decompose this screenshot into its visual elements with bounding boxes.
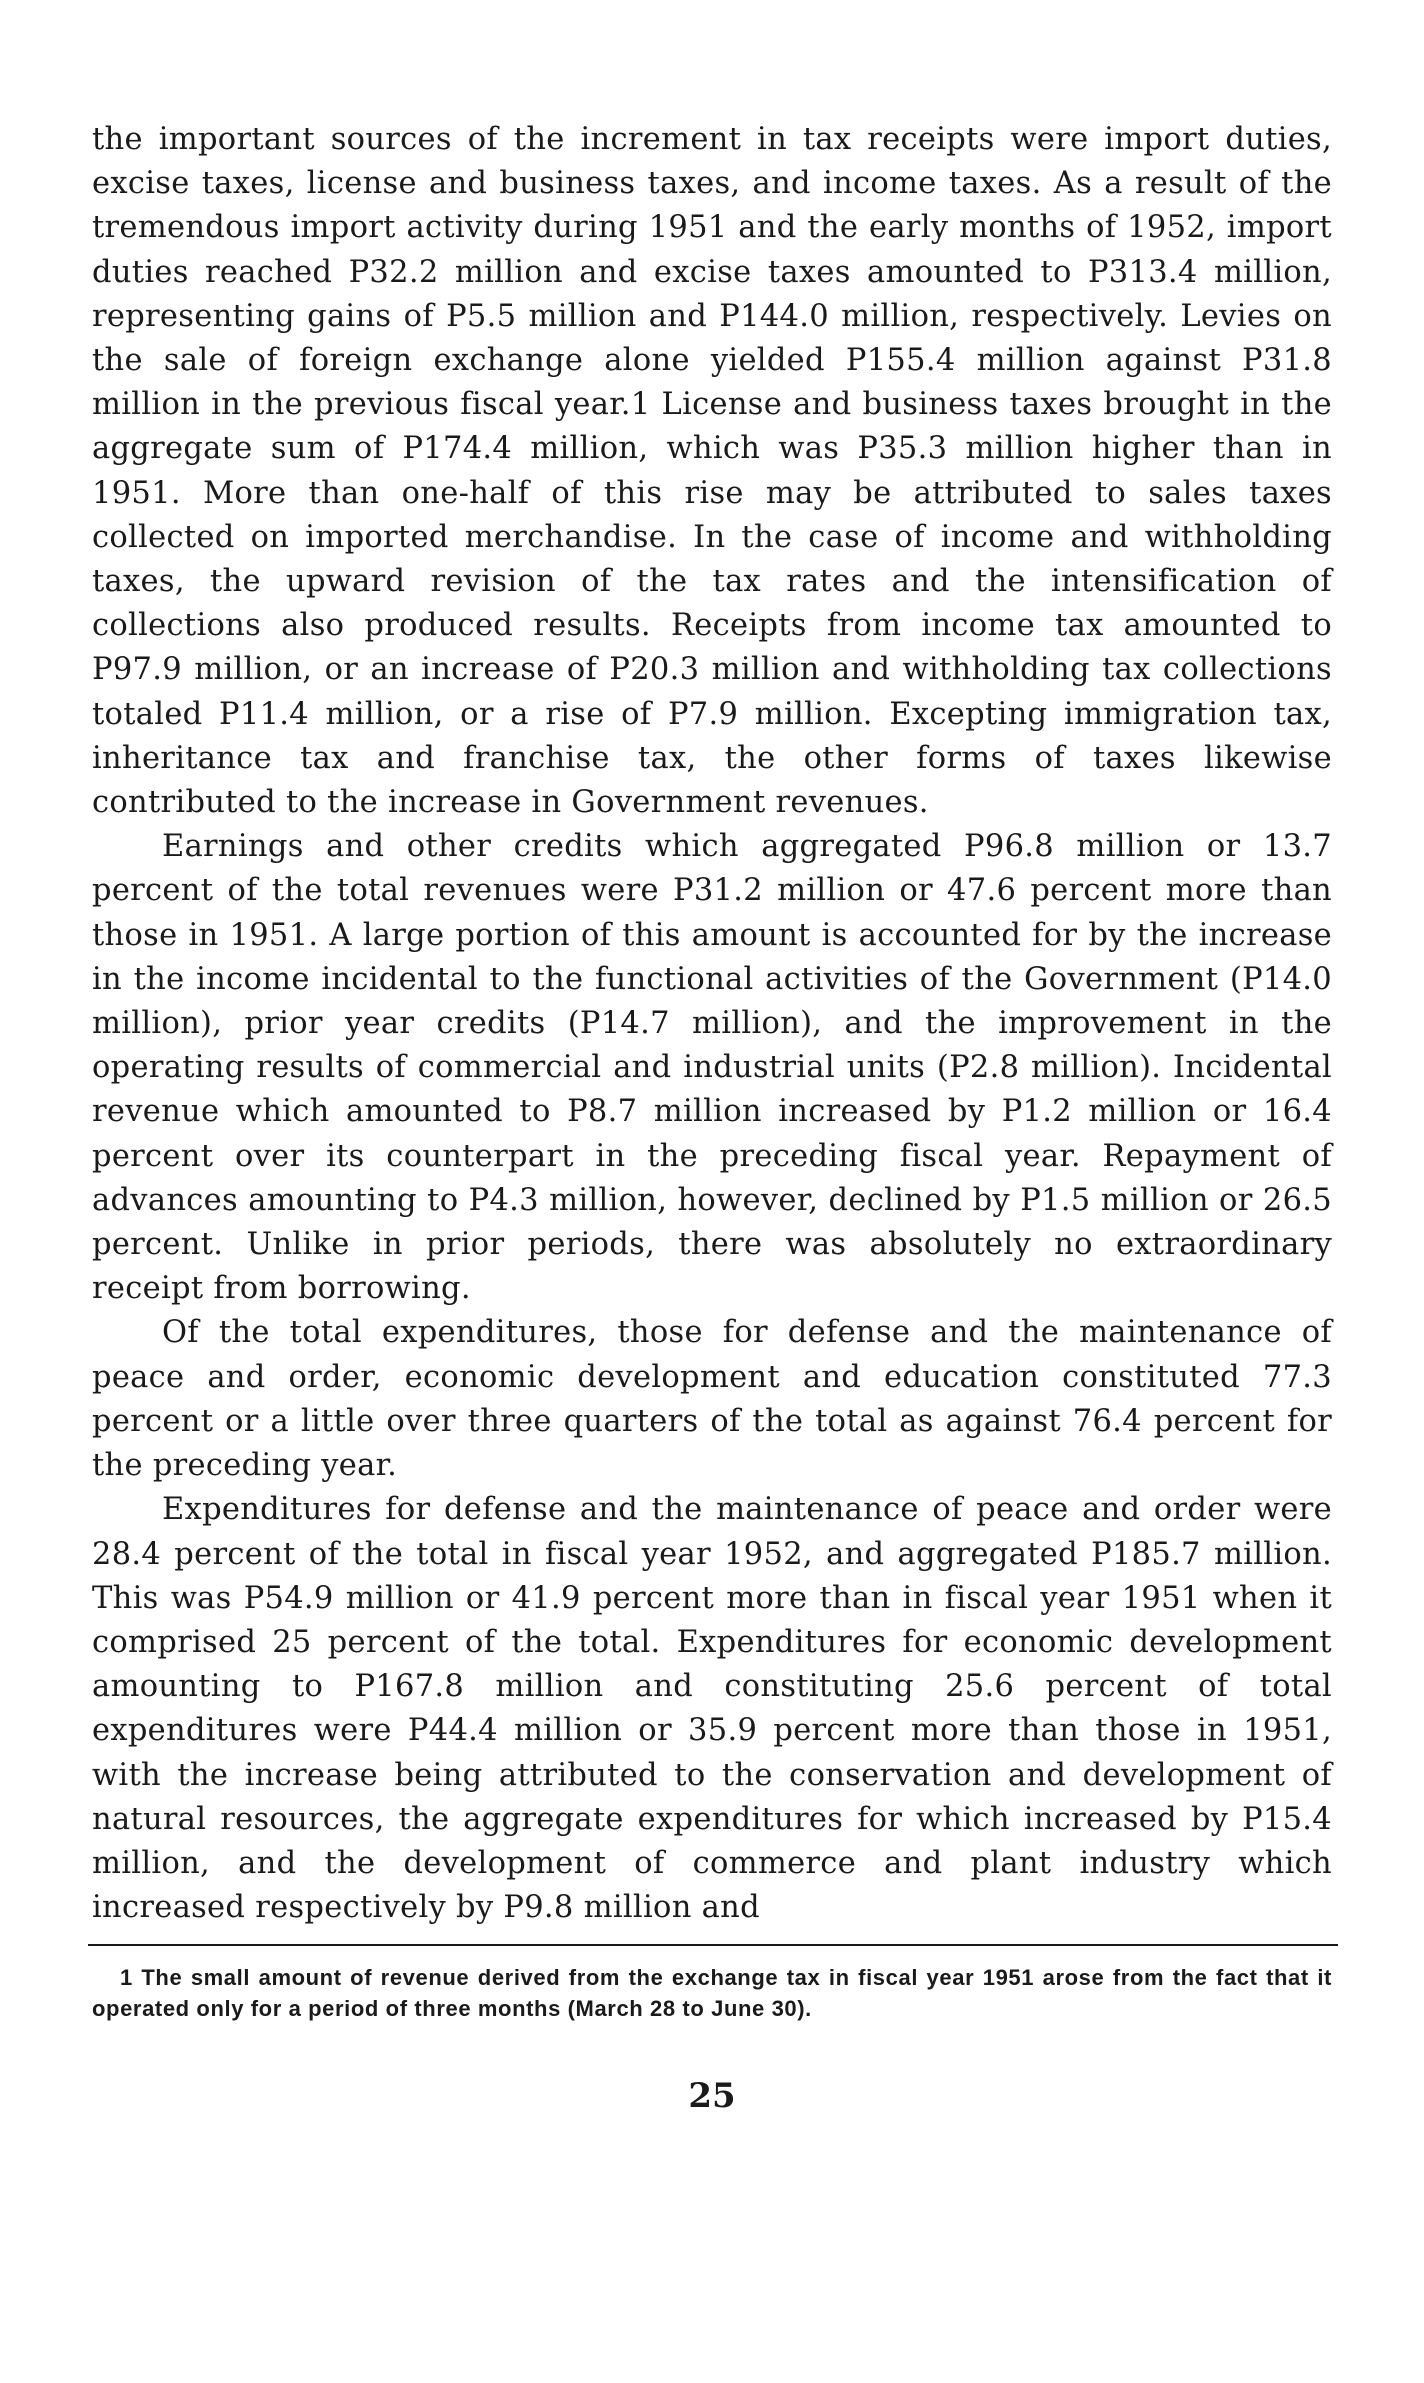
body-paragraph-4: Expenditures for defense and the maintenance of peace and order were 28.4 percent of the total in fiscal year 1952, and aggregated P185.7 million. This was P54.9 million or 41.9 percent more than in fiscal year 1951 when it comprised 25 percent of the total. Expenditures for economic development amounting to P167.8 million and constituting 25.6 percent of total expenditures were P44.4 million or 35.9 percent more than those in 1951, with the increase being attributed to the conservation and development of natural resources, the aggregate expenditures for which increased by P15.4 million, and the development of commerce and plant industry which increased respectively by P9.8 million and xyxy=(92,1492,1332,1926)
page-number: 25 xyxy=(688,2076,736,2117)
footnote: 1 The small amount of revenue derived from the exchange tax in fiscal year 1951 arose from the fact that it operated only for a period of three months (March 28 to June 30). xyxy=(92,1965,1332,2022)
body-paragraph-2: Earnings and other credits which aggregated P96.8 million or 13.7 percent of the total revenues were P31.2 million or 47.6 percent more than those in 1951. A large portion of this amount is accounted for by the increase in the income incidental to the functional activities of the Government (P14.0 million), prior year credits (P14.7 million), and the improvement in the operating results of commercial and industrial units (P2.8 million). Incidental revenue which amounted to P8.7 million increased by P1.2 million or 16.4 percent over its counterpart in the preceding fiscal year. Repayment of advances amounting to P4.3 million, however, declined by P1.5 million or 26.5 percent. Unlike in prior periods, there was absolutely no extraordinary receipt from borrowing. xyxy=(92,829,1332,1307)
body-paragraph-3: Of the total expenditures, those for defense and the maintenance of peace and order, economic development and education constituted 77.3 percent or a little over three quarters of the total as against 76.4 percent for the preceding year. xyxy=(92,1315,1332,1484)
document-page xyxy=(92,118,1332,2116)
body-paragraph-1: the important sources of the increment in tax receipts were import duties, excise taxes, license and business taxes, and income taxes. As a result of the tremendous import activity during 1951 and the early months of 1952, import duties reached P32.2 million and excise taxes amounted to P313.4 million, representing gains of P5.5 million and P144.0 million, respectively. Levies on the sale of foreign exchange alone yielded P155.4 million against P31.8 million in the previous fiscal year.1 License and business taxes brought in the aggregate sum of P174.4 million, which was P35.3 million higher than in 1951. More than one-half of this rise may be attributed to sales taxes collected on imported merchandise. In the case of income and withholding taxes, the upward revision of the tax rates and the intensification of collections also produced results. Receipts from income tax amounted to P97.9 million, or an increase of P20.3 million and withholding tax collections totaled P11.4 million, or a rise of P7.9 million. Excepting immigration tax, inheritance tax and franchise tax, the other forms of taxes likewise contributed to the increase in Government revenues. xyxy=(92,122,1332,821)
footnote-divider xyxy=(88,1944,1338,1946)
